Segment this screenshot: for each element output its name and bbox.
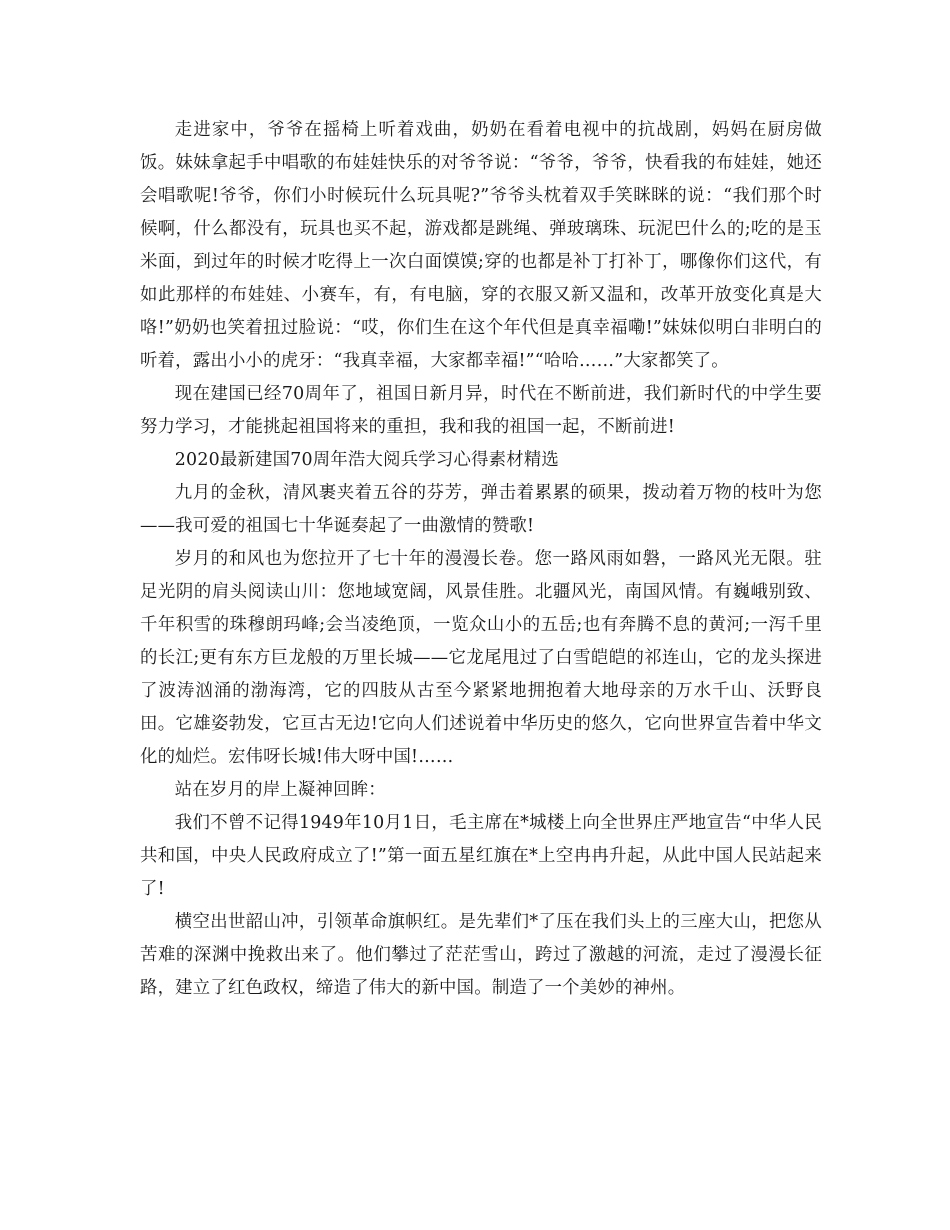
paragraph-long-scroll: 岁月的和风也为您拉开了七十年的漫漫长卷。您一路风雨如磐，一路风光无限。驻足光阴的肩头阅读山川：您地域宽阔，风景佳胜。北疆风光，南国风情。有巍峨别致、千年积雪的珠穆朗玛峰;会当凌绝顶，一览众山小的五岳;也有奔腾不息的黄河;一泻千里的长江;更有东方巨龙般的万里长城——它龙尾甩过了白雪皑皑的祁连山，它的龙头探进了波涛汹涌的渤海湾，它的四肢从古至今紧紧地拥抱着大地母亲的万水千山、沃野良田。它雄姿勃发，它亘古无边!它向人们述说着中华历史的悠久，它向世界宣告着中华文化的灿烂。宏伟呀长城!伟大呀中国!…… [140,549,822,767]
paragraph-look-back: 站在岁月的岸上凝神回眸： [174,780,386,800]
paragraph-70-years: 现在建国已经70周年了，祖国日新月异，时代在不断前进，我们新时代的中学生要努力学习，才能挑起祖国将来的重担，我和我的祖国一起，不断前进! [140,384,822,437]
section-heading: 2020最新建国70周年浩大阅兵学习心得素材精选 [174,450,560,470]
paragraph-golden-autumn: 九月的金秋，清风裹夹着五谷的芬芳，弹击着累累的硕果，拨动着万物的枝叶为您——我可爱的祖国七十华诞奏起了一曲激情的赞歌! [140,483,822,536]
paragraph-shaoshan: 横空出世韶山冲，引领革命旗帜红。是先辈们*了压在我们头上的三座大山，把您从苦难的深渊中挽救出来了。他们攀过了茫茫雪山，跨过了激越的河流，走过了漫漫长征路，建立了红色政权，缔造了伟大的新中国。制造了一个美妙的神州。 [140,912,822,998]
paragraph-founding-day: 我们不曾不记得1949年10月1日，毛主席在*城楼上向全世界庄严地宣告“中华人民共和国，中央人民政府成立了!”第一面五星红旗在*上空冉冉升起，从此中国人民站起来了! [140,813,822,899]
document-page [140,114,822,1005]
paragraph-family-scene: 走进家中，爷爷在摇椅上听着戏曲，奶奶在看着电视中的抗战剧，妈妈在厨房做饭。妹妹拿起手中唱歌的布娃娃快乐的对爷爷说：“爷爷，爷爷，快看我的布娃娃，她还会唱歌呢!爷爷，你们小时候玩什么玩具呢?”爷爷头枕着双手笑眯眯的说：“我们那个时候啊，什么都没有，玩具也买不起，游戏都是跳绳、弹玻璃珠、玩泥巴什么的;吃的是玉米面，到过年的时候才吃得上一次白面馍馍;穿的也都是补丁打补丁，哪像你们这代，有如此那样的布娃娃、小赛车，有，有电脑，穿的衣服又新又温和，改革开放变化真是大咯!”奶奶也笑着扭过脸说：“哎，你们生在这个年代但是真幸福嘞!”妹妹似明白非明白的听着，露出小小的虎牙：“我真幸福，大家都幸福!”“哈哈……”大家都笑了。 [140,120,822,371]
